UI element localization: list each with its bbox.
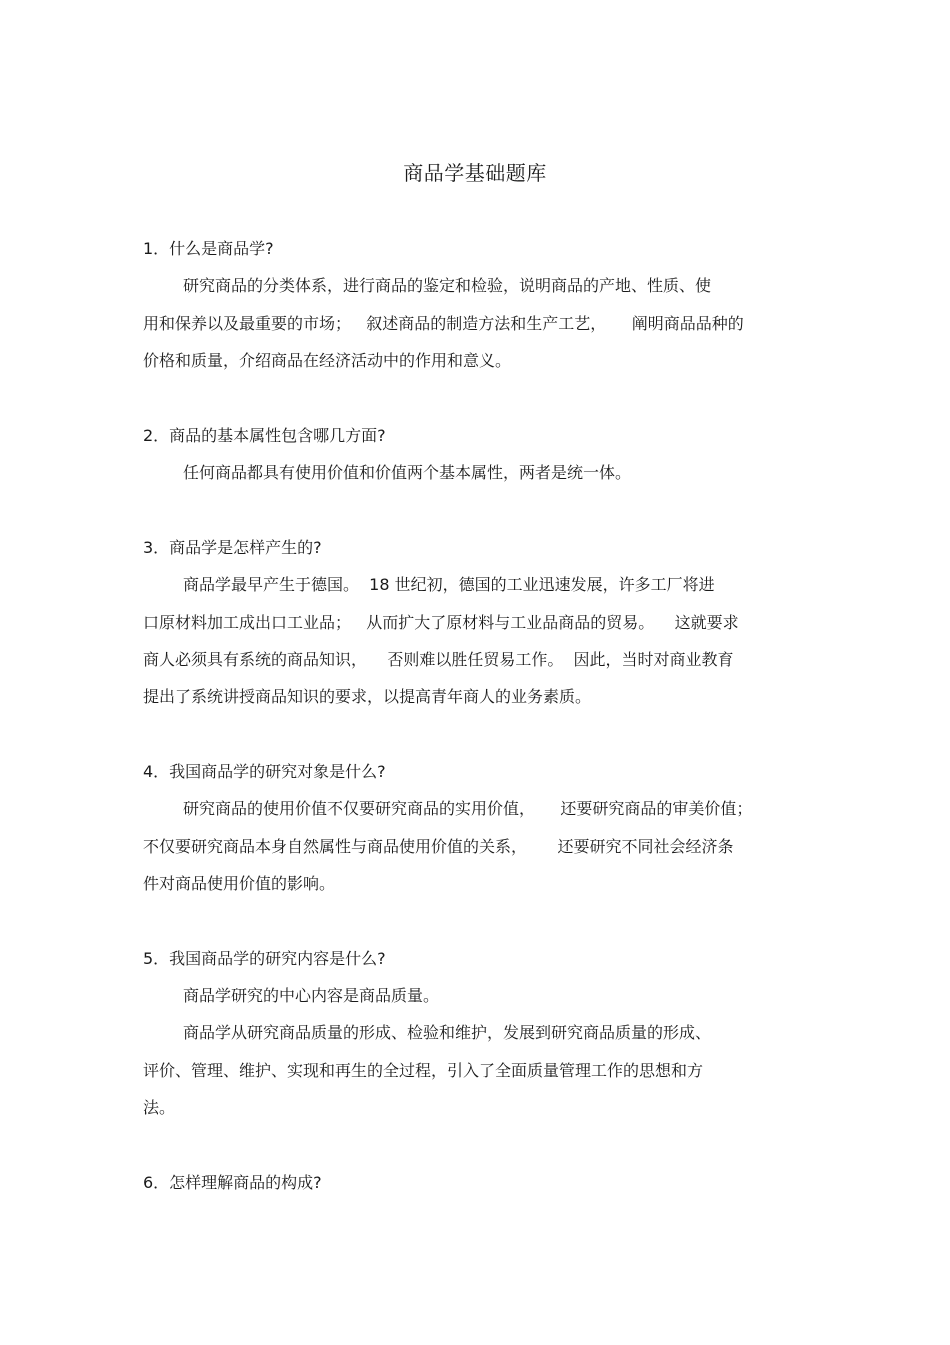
page-title: 商品学基础题库 — [403, 161, 547, 185]
answer-line: 提出了系统讲授商品知识的要求，以提高青年商人的业务素质。 — [143, 687, 592, 706]
answer-line: 口原材料加工成出口工业品； 从而扩大了原材料与工业品商品的贸易。 这就要求 — [143, 613, 739, 632]
question-heading: 4．我国商品学的研究对象是什么? — [143, 762, 386, 781]
answer-line: 商人必须具有系统的商品知识， 否则难以胜任贸易工作。 因此，当时对商业教育 — [143, 650, 734, 669]
answer-line: 法。 — [143, 1098, 176, 1117]
answer-line: 研究商品的分类体系，进行商品的鉴定和检验，说明商品的产地、性质、使 — [183, 276, 712, 295]
answer-line: 商品学最早产生于德国。 18 世纪初，德国的工业迅速发展，许多工厂将进 — [183, 575, 715, 594]
answer-line: 价格和质量，介绍商品在经济活动中的作用和意义。 — [143, 351, 512, 370]
question-heading: 6．怎样理解商品的构成? — [143, 1173, 322, 1192]
question-heading: 5．我国商品学的研究内容是什么? — [143, 949, 386, 968]
question-heading: 3．商品学是怎样产生的? — [143, 538, 322, 557]
answer-line: 评价、管理、维护、实现和再生的全过程，引入了全面质量管理工作的思想和方 — [143, 1061, 704, 1080]
answer-line: 商品学研究的中心内容是商品质量。 — [183, 986, 440, 1005]
answer-line: 任何商品都具有使用价值和价值两个基本属性，两者是统一体。 — [183, 463, 632, 482]
answer-line: 不仅要研究商品本身自然属性与商品使用价值的关系， 还要研究不同社会经济条 — [143, 837, 734, 856]
answer-line: 商品学从研究商品质量的形成、检验和维护，发展到研究商品质量的形成、 — [183, 1023, 712, 1042]
question-heading: 1．什么是商品学? — [143, 239, 274, 258]
answer-line: 用和保养以及最重要的市场； 叙述商品的制造方法和生产工艺， 阐明商品品种的 — [143, 314, 744, 333]
answer-line: 件对商品使用价值的影响。 — [143, 874, 336, 893]
answer-line: 研究商品的使用价值不仅要研究商品的实用价值， 还要研究商品的审美价值； — [183, 799, 753, 818]
question-heading: 2．商品的基本属性包含哪几方面? — [143, 426, 386, 445]
